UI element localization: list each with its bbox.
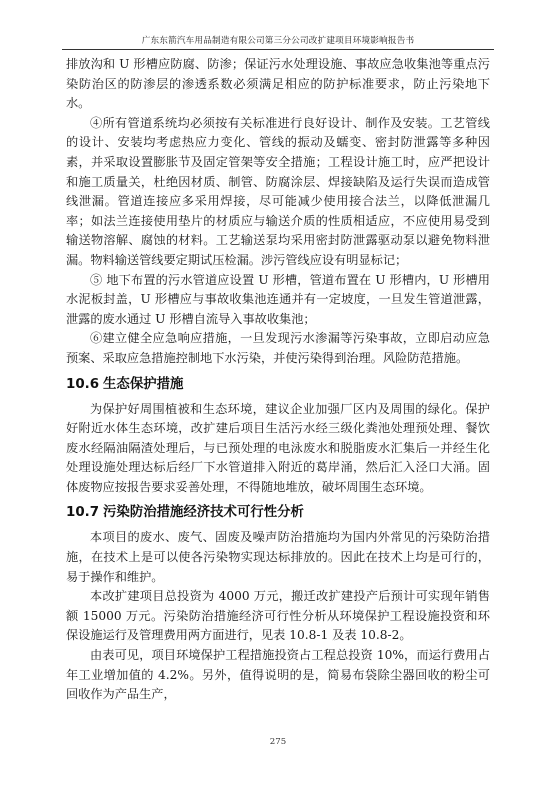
section-heading-ecological-protection bbox=[66, 374, 490, 396]
paragraph-seepage-prevention: 排放沟和 U 形槽应防腐、防渗；保证污水处理设施、事故应急收集池等重点污染防治区的防渗层的渗透系数必须满足相应的防护标准要求，防止污染地下水。 bbox=[66, 57, 490, 111]
paragraph-u-trough: ⑤ 地下布置的污水管道应设置 U 形槽，管道布置在 U 形槽内，U 形槽用水泥板封盖，U 形槽应与事故收集池连通并有一定坡度，一旦发生管道泄露，泄露的废水通过 U 形槽自流导入事故收集池； bbox=[66, 272, 490, 326]
paragraph-cost-ratio: 由表可见，项目环境保护工程措施投资占工程总投资 10%，而运行费用占年工业增加值的 4.2%。另外，值得说明的是，简易布袋除尘器回收的粉尘可回收作为产品生产， bbox=[66, 648, 490, 702]
section-heading-feasibility-analysis bbox=[66, 502, 490, 524]
paragraph-technical-feasibility: 本项目的废水、废气、固废及噪声防治措施均为国内外常见的污染防治措施，在技术上是可以使各污染物实现达标排放的。因此在技术上均是可行的，易于操作和维护。 bbox=[66, 530, 490, 584]
paragraph-ecological-protection: 为保护好周围植被和生态环境，建议企业加强厂区内及周围的绿化。保护好附近水体生态环境，改扩建后项目生活污水经三级化粪池处理预处理、餐饮废水经隔油隔渣处理后，与已预处理的电泳废水和脱脂废水汇集后一并经生化处理设施处理达标后经厂下水管道排入附近的葛岸涌，然后汇入泾口大涌。固体废物应按报告要求妥善处理，不得随地堆放，破坏周围生态环境。 bbox=[66, 401, 490, 494]
section-number: 10.7 bbox=[66, 505, 100, 521]
paragraph-emergency-response: ⑥建立健全应急响应措施，一旦发现污水渗漏等污染事故，立即启动应急预案、采取应急措施控制地下水污染，并使污染得到治理。风险防范措施。 bbox=[66, 331, 490, 365]
header-rule bbox=[62, 49, 494, 50]
paragraph-pipeline-design: ④所有管道系统均必须按有关标准进行良好设计、制作及安装。工艺管线的设计、安装均考虑热应力变化、管线的振动及蠕变、密封防泄露等多种因素，并采取设置膨胀节及固定管架等安全措施；工程设计施工时，应严把设计和施工质量关，杜绝因材质、制管、防腐涂层、焊接缺陷及运行失误而造成管线泄漏。管道连接应多采用焊接，尽可能减少使用接合法兰，以降低泄漏几率；如法兰连接使用垫片的材质应与输送介质的性质相适应，不应使用易受到输送物溶解、腐蚀的材料。工艺输送泵均采用密封防泄露驱动泵以避免物料泄漏。物料输送管线要定期试压检漏。涉污管线应设有明显标记； bbox=[66, 115, 490, 267]
section-number: 10.6 bbox=[66, 376, 100, 392]
page-content bbox=[66, 55, 490, 705]
section-title: 生态保护措施 bbox=[103, 376, 184, 392]
page-number: 275 bbox=[269, 737, 287, 747]
paragraph-investment: 本改扩建项目总投资为 4000 万元，搬迁改扩建投产后预计可实现年销售额 15000 万元。污染防治措施经济可行性分析从环境保护工程设施投资和环保设施运行及管理费用两方面进行，见表 10.8-1 及表 10.8-2。 bbox=[66, 589, 490, 643]
page-header: 广东东箭汽车用品制造有限公司第三分公司改扩建项目环境影响报告书 bbox=[141, 36, 415, 46]
section-title: 污染防治措施经济技术可行性分析 bbox=[103, 505, 304, 521]
